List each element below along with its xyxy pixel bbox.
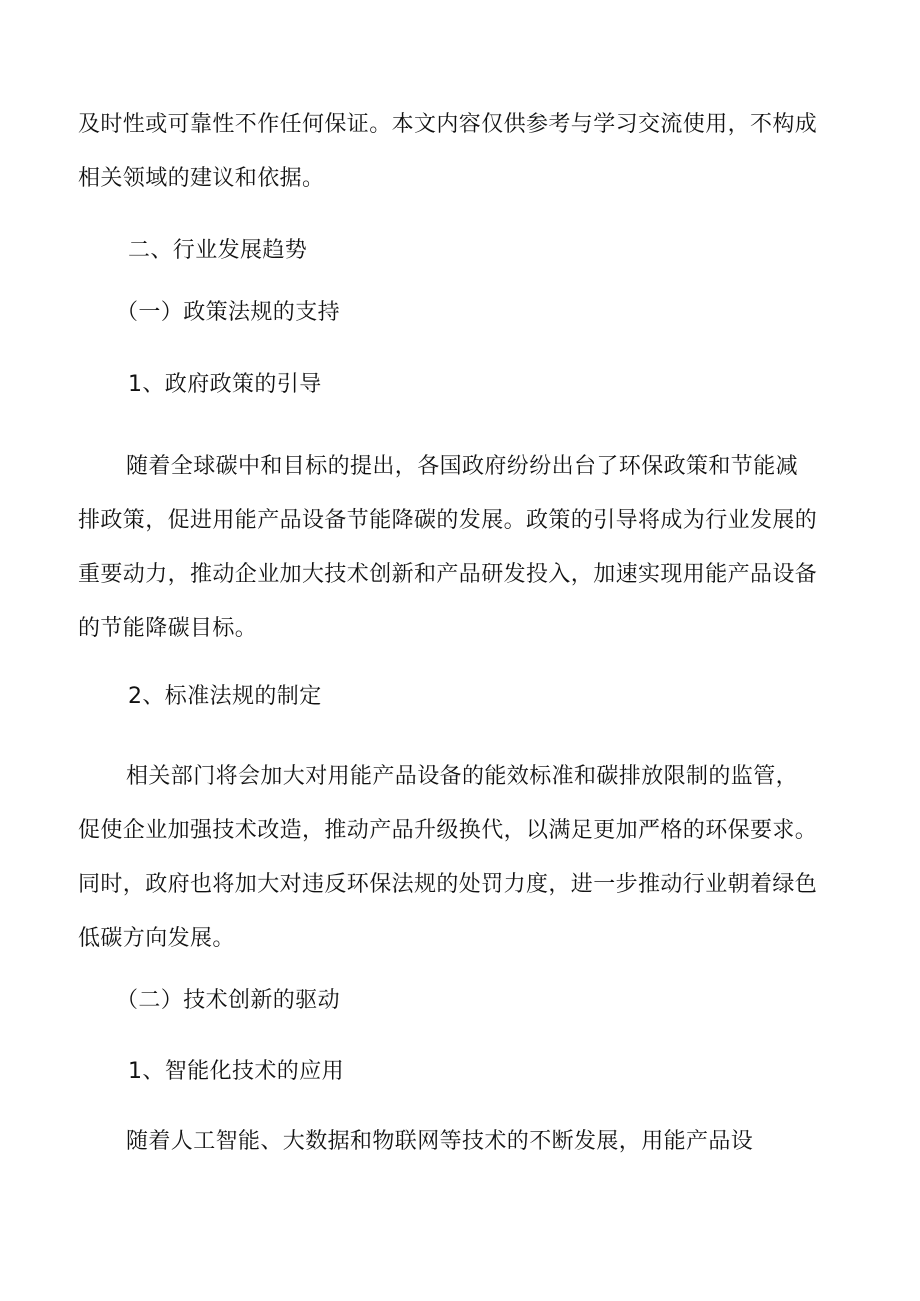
item-2-body-line-1: 相关部门将会加大对用能产品设备的能效标准和碳排放限制的监管， xyxy=(126,764,799,789)
item-3-body-line-1: 随着人工智能、大数据和物联网等技术的不断发展，用能产品设 xyxy=(126,1129,754,1154)
subsection-1-title: （一）政策法规的支持 xyxy=(116,300,341,325)
item-1-body-line-2: 排政策，促进用能产品设备节能降碳的发展。政策的引导将成为行业发展的 xyxy=(78,508,818,533)
item-1-body-line-1: 随着全球碳中和目标的提出，各国政府纷纷出台了环保政策和节能减 xyxy=(126,454,799,479)
item-2-body-line-2: 促使企业加强技术改造，推动产品升级换代，以满足更加严格的环保要求。 xyxy=(78,818,818,843)
section-2-title: 二、行业发展趋势 xyxy=(128,238,308,263)
subsection-2-title: （二）技术创新的驱动 xyxy=(116,988,341,1013)
item-2-body-line-3: 同时，政府也将加大对违反环保法规的处罚力度，进一步推动行业朝着绿色 xyxy=(78,872,818,897)
item-1-title: 1、政府政策的引导 xyxy=(128,372,322,397)
item-2-title: 2、标准法规的制定 xyxy=(128,684,322,709)
item-3-title: 1、智能化技术的应用 xyxy=(128,1059,344,1084)
item-1-body-line-4: 的节能降碳目标。 xyxy=(78,616,258,641)
item-2-body-line-4: 低碳方向发展。 xyxy=(78,926,235,951)
disclaimer-line-1: 及时性或可靠性不作任何保证。本文内容仅供参考与学习交流使用，不构成 xyxy=(78,112,818,137)
item-1-body-line-3: 重要动力，推动企业加大技术创新和产品研发投入，加速实现用能产品设备 xyxy=(78,562,818,587)
disclaimer-line-2: 相关领域的建议和依据。 xyxy=(78,166,325,191)
